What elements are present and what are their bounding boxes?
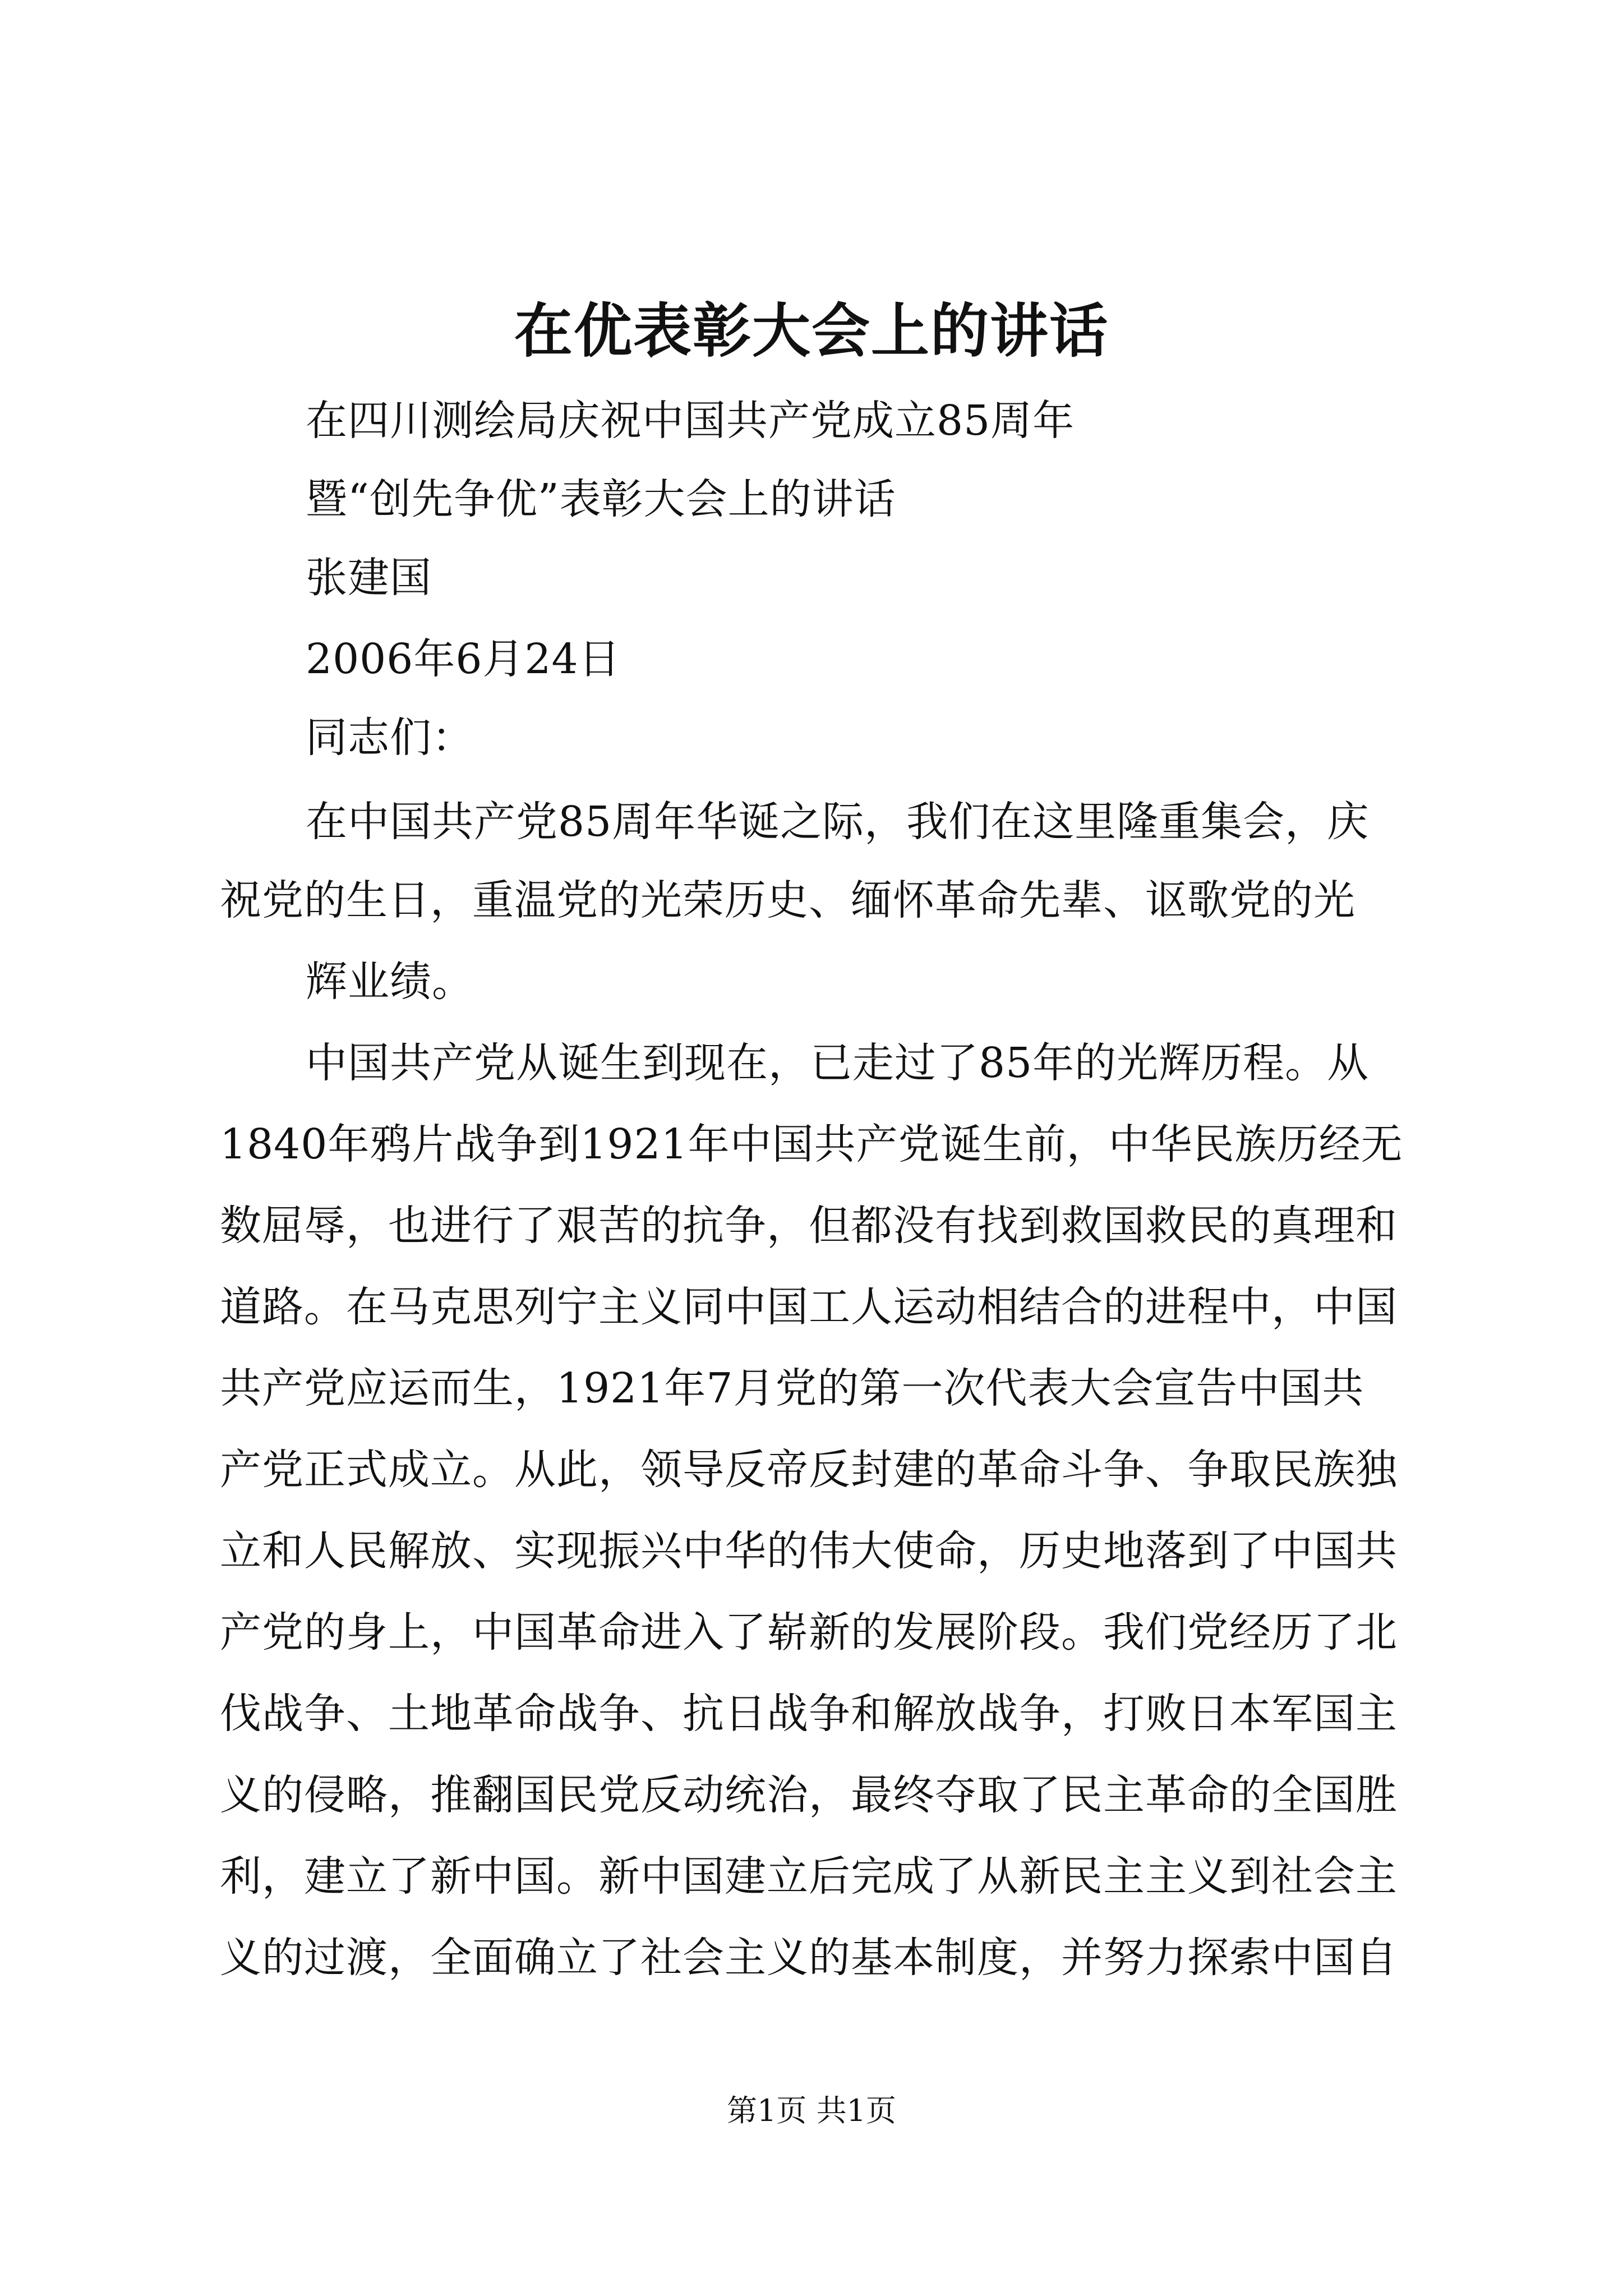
paragraph-line: 立和人民解放、实现振兴中华的伟大使命，历史地落到了中国共 xyxy=(220,1527,1398,1575)
paragraph-line: 中国共产党从诞生到现在，已走过了85年的光辉历程。从 xyxy=(306,1039,1370,1087)
page-footer: 第1页 共1页 xyxy=(727,2093,896,2128)
speech-date: 2006年6月24日 xyxy=(306,635,621,683)
header-line-event: 暨“创先争优”表彰大会上的讲话 xyxy=(306,475,896,523)
paragraph-line: 义的侵略，推翻国民党反动统治，最终夺取了民主革命的全国胜 xyxy=(220,1771,1398,1819)
paragraph-line: 数屈辱，也进行了艰苦的抗争，但都没有找到救国救民的真理和 xyxy=(220,1202,1398,1250)
salutation: 同志们： xyxy=(306,714,474,762)
paragraph-line: 利，建立了新中国。新中国建立后完成了从新民主主义到社会主 xyxy=(220,1852,1398,1901)
paragraph-line: 共产党应运而生，1921年7月党的第一次代表大会宣告中国共 xyxy=(220,1364,1364,1412)
paragraph-line: 道路。在马克思列宁主义同中国工人运动相结合的进程中，中国 xyxy=(220,1283,1398,1331)
paragraph-line: 义的过渡，全面确立了社会主义的基本制度，并努力探索中国自 xyxy=(220,1934,1398,1982)
paragraph-line: 产党正式成立。从此，领导反帝反封建的革命斗争、争取民族独 xyxy=(220,1446,1398,1494)
header-line-occasion: 在四川测绘局庆祝中国共产党成立85周年 xyxy=(306,397,1075,445)
paragraph-line: 祝党的生日，重温党的光荣历史、缅怀革命先辈、讴歌党的光 xyxy=(220,876,1355,924)
paragraph-line: 1840年鸦片战争到1921年中国共产党诞生前，中华民族历经无 xyxy=(220,1120,1403,1168)
paragraph-line: 在中国共产党85周年华诞之际，我们在这里隆重集会，庆 xyxy=(306,798,1370,846)
paragraph-line: 辉业绩。 xyxy=(306,958,474,1006)
author-name: 张建国 xyxy=(306,554,432,602)
document-title: 在优表彰大会上的讲话 xyxy=(514,296,1109,365)
paragraph-line: 产党的身上，中国革命进入了崭新的发展阶段。我们党经历了北 xyxy=(220,1608,1398,1657)
paragraph-line: 伐战争、土地革命战争、抗日战争和解放战争，打败日本军国主 xyxy=(220,1690,1398,1738)
